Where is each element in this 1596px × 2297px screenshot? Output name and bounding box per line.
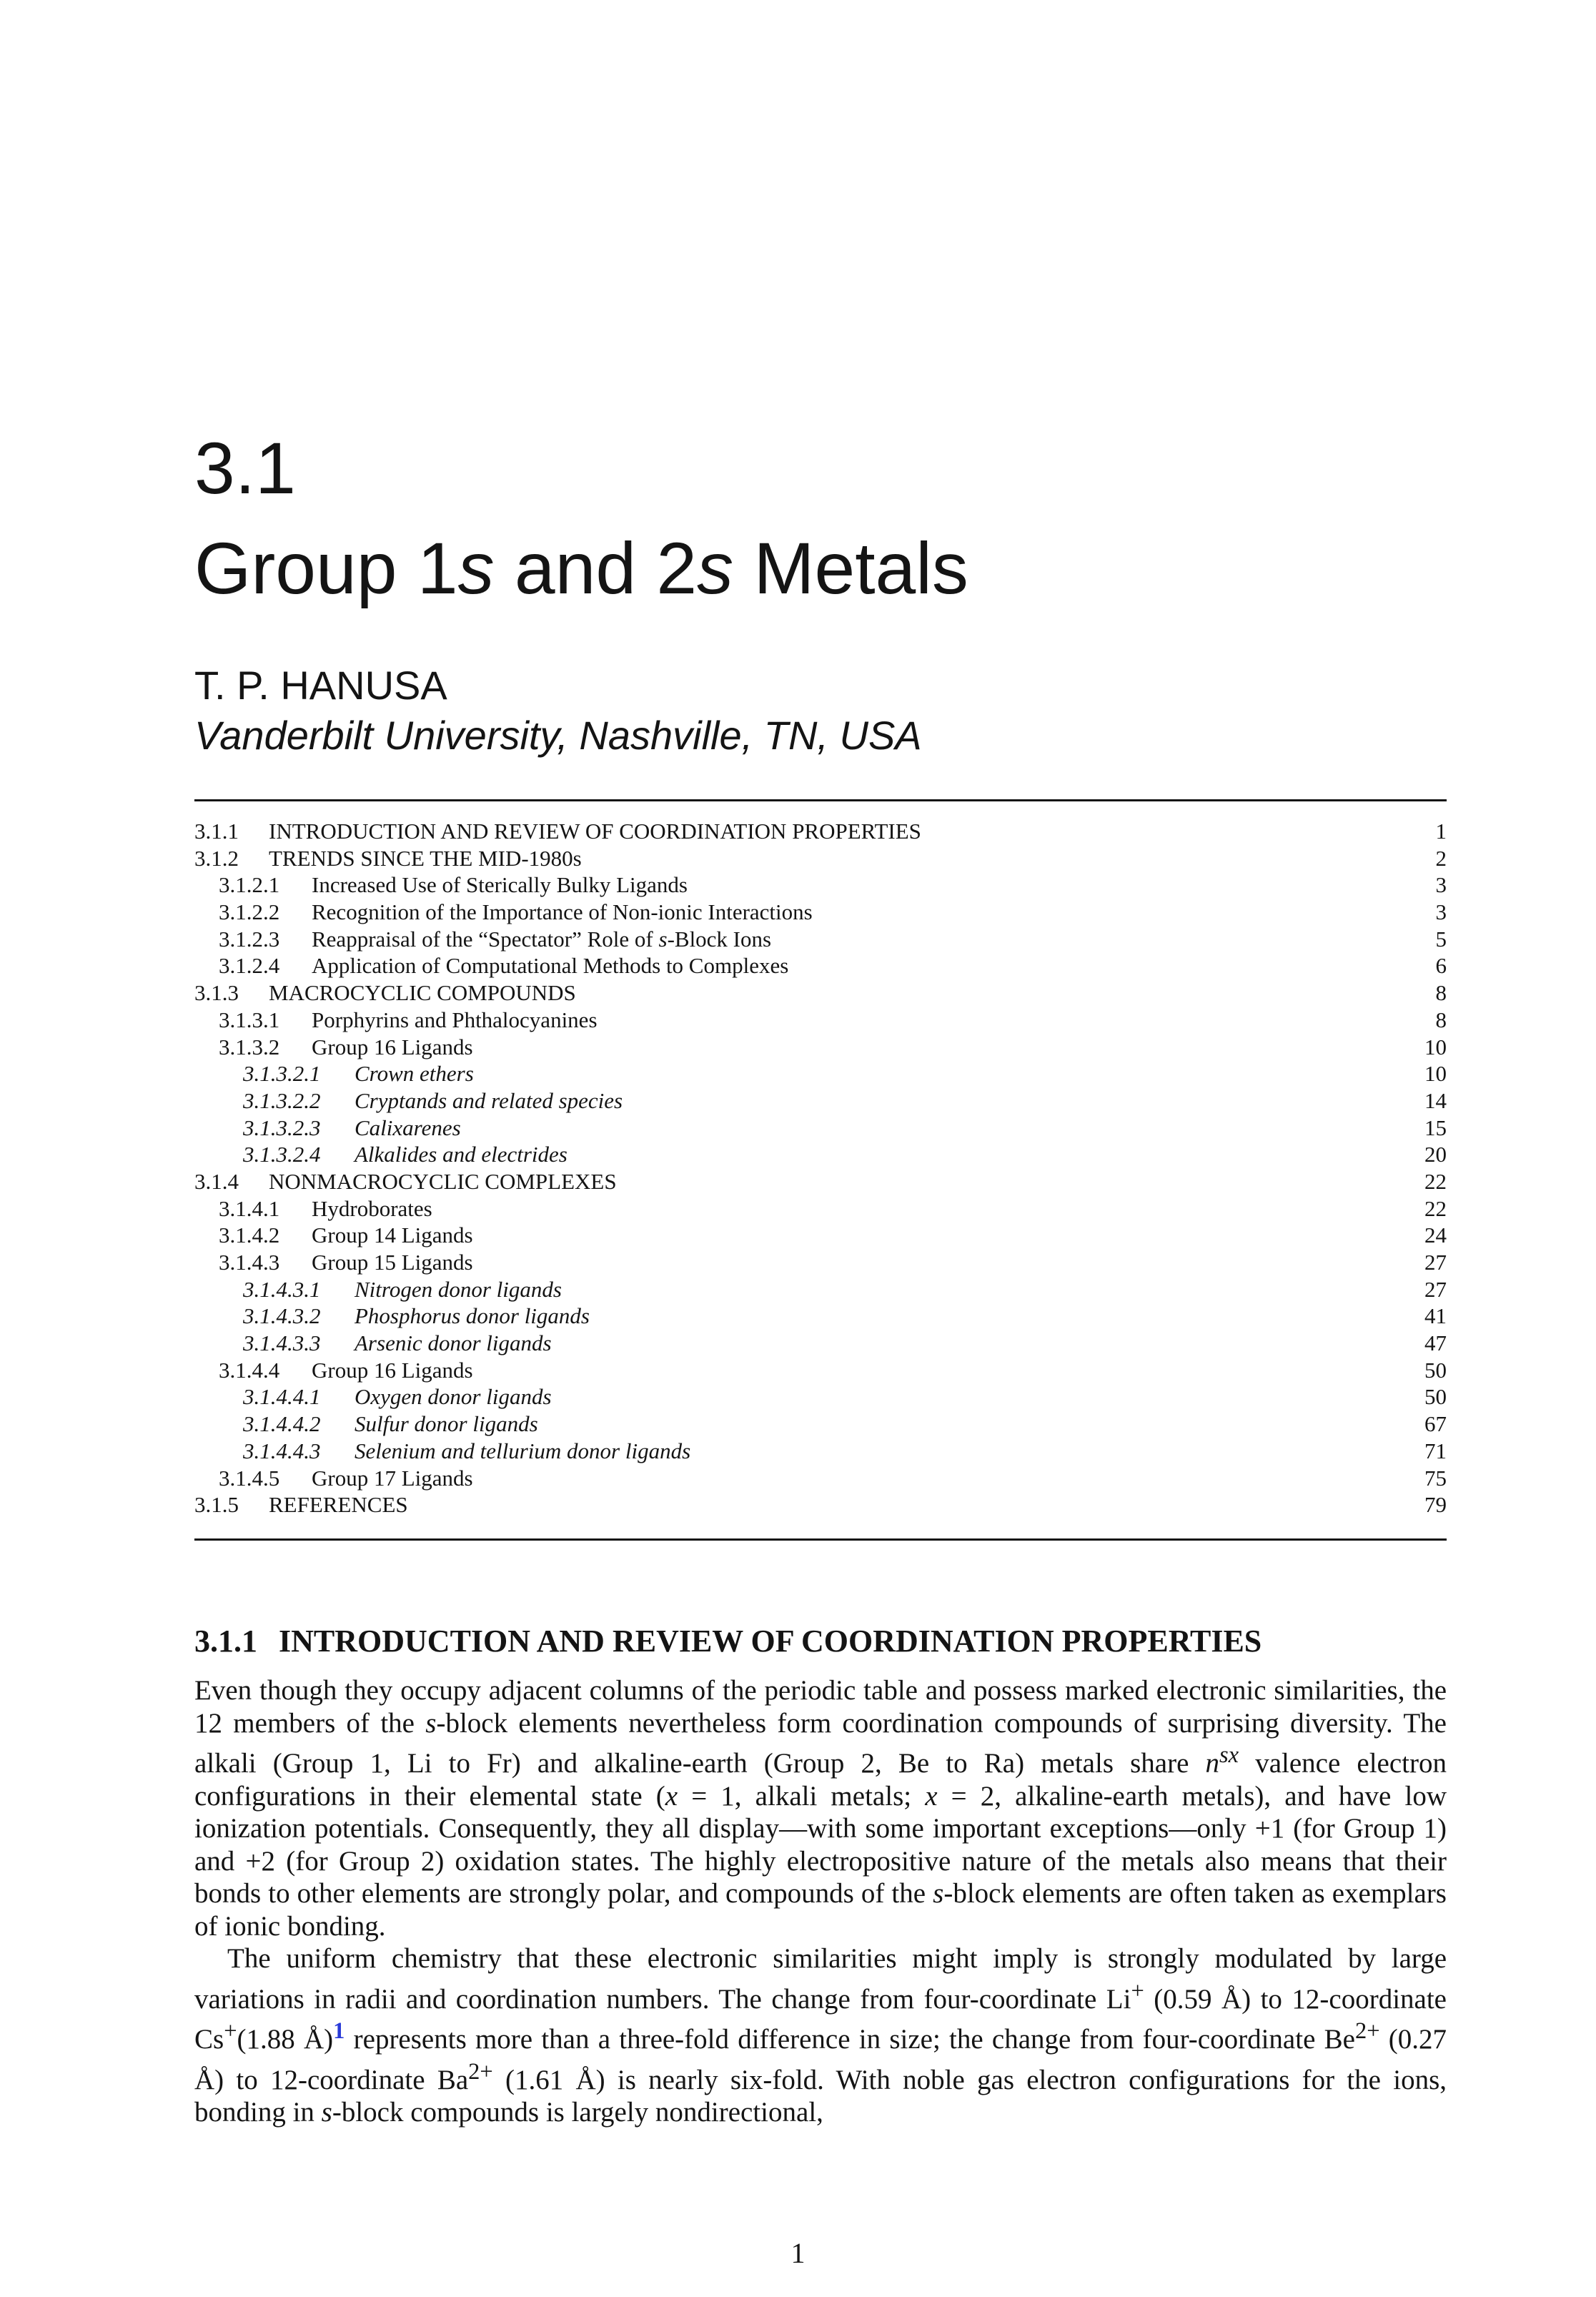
toc-entry-title [312, 926, 1389, 953]
toc-entry-number: 3.1.4.4.1 [243, 1384, 321, 1410]
italic-s: s [321, 2097, 332, 2128]
toc-entry-page: 3 [1435, 899, 1447, 925]
toc-entry-title: Crown ethers [355, 1061, 474, 1087]
toc-entry-title: REFERENCES [269, 1492, 408, 1518]
toc-entry-page: 75 [1424, 1465, 1447, 1491]
toc-entry-title: Oxygen donor ligands [355, 1384, 552, 1410]
toc-entry-page: 71 [1424, 1438, 1447, 1463]
section-title: INTRODUCTION AND REVIEW OF COORDINATION PROPERTIES [279, 1624, 1262, 1659]
chapter-title-part: and 2 [494, 528, 698, 609]
toc-entry-number: 3.1.3 [194, 980, 239, 1006]
toc-entry-title: Group 14 Ligands [312, 1222, 473, 1248]
toc-entry[interactable] [194, 1465, 1447, 1492]
table-of-contents [194, 818, 1447, 1518]
toc-entry[interactable] [194, 1276, 1447, 1303]
toc-entry-title: Application of Computational Methods to Complexes [312, 953, 789, 979]
toc-entry-title: Group 17 Ligands [312, 1465, 473, 1491]
section-heading [194, 1621, 1262, 1661]
text-run: (1.61 Å) is nearly six-fold. With noble gas electron configurations for the ions, bonding in [194, 2064, 1447, 2128]
toc-entry-number: 3.1.2.3 [219, 926, 280, 952]
toc-entry[interactable] [194, 1034, 1447, 1061]
toc-entry-page: 3 [1435, 872, 1447, 898]
superscript-charge: + [1131, 1977, 1144, 2004]
toc-entry-title: Group 15 Ligands [312, 1250, 473, 1275]
text-run: = 1, alkali metals; [678, 1780, 926, 1812]
toc-entry-title: Alkalides and electrides [355, 1142, 567, 1167]
toc-entry-page: 22 [1424, 1168, 1447, 1194]
toc-entry-number: 3.1.3.2 [219, 1034, 280, 1059]
chapter-number: 3.1 [194, 428, 296, 509]
toc-entry-title: Calixarenes [355, 1115, 461, 1140]
toc-entry-title: Selenium and tellurium donor ligands [355, 1438, 691, 1463]
toc-entry-title: Nitrogen donor ligands [355, 1276, 562, 1302]
toc-entry-page: 2 [1435, 845, 1447, 871]
toc-entry-number: 3.1.4.4.3 [243, 1438, 321, 1463]
toc-entry-number: 3.1.4.1 [219, 1195, 280, 1221]
reference-link[interactable]: 1 [333, 2018, 345, 2044]
toc-entry-title: Sulfur donor ligands [355, 1411, 538, 1437]
italic-s: s [425, 1707, 437, 1739]
toc-entry[interactable] [194, 1115, 1447, 1142]
text-run: -block elements are often taken as exemplars of ionic bonding. [194, 1878, 1447, 1942]
toc-entry-title: Hydroborates [312, 1195, 432, 1221]
toc-entry[interactable] [194, 871, 1447, 899]
toc-entry-title: Group 16 Ligands [312, 1034, 473, 1059]
toc-entry-page: 8 [1435, 1007, 1447, 1032]
toc-entry[interactable] [194, 1357, 1447, 1384]
toc-entry-title: Recognition of the Importance of Non-ionic Interactions [312, 899, 813, 925]
toc-entry[interactable] [194, 952, 1447, 979]
toc-entry[interactable] [194, 1195, 1447, 1222]
text-run: represents more than a three-fold difference in size; the change from four-coordinate Be [345, 2024, 1355, 2055]
toc-top-rule [194, 799, 1447, 801]
toc-entry-number: 3.1.4.4.2 [243, 1411, 321, 1437]
toc-entry-number: 3.1.2.2 [219, 899, 280, 925]
toc-entry[interactable] [194, 1168, 1447, 1195]
toc-entry-number: 3.1.3.2.1 [243, 1061, 321, 1087]
toc-entry-title: Arsenic donor ligands [355, 1330, 552, 1356]
toc-bottom-rule [194, 1538, 1447, 1541]
toc-entry-page: 10 [1424, 1034, 1447, 1059]
text-run: (0.27 Å) to 12-coordinate Ba [194, 2024, 1447, 2095]
toc-entry-number: 3.1.4.3.3 [243, 1330, 321, 1356]
toc-entry[interactable] [194, 1060, 1447, 1087]
text-run: valence electron configurations in their elemental state ( [194, 1748, 1447, 1812]
toc-entry[interactable] [194, 1087, 1447, 1115]
toc-entry[interactable] [194, 1411, 1447, 1438]
toc-entry[interactable] [194, 818, 1447, 845]
toc-entry-number: 3.1.1 [194, 819, 239, 844]
author-name: T. P. HANUSA [194, 663, 447, 708]
toc-entry[interactable] [194, 1438, 1447, 1465]
toc-entry-title: NONMACROCYCLIC COMPLEXES [269, 1168, 617, 1194]
toc-entry-page: 67 [1424, 1411, 1447, 1437]
toc-entry-title: Phosphorus donor ligands [355, 1303, 590, 1329]
chapter-title [194, 529, 968, 608]
toc-entry-page: 14 [1424, 1087, 1447, 1113]
toc-entry[interactable] [194, 845, 1447, 872]
text-run: -block compounds is largely nondirectional, [332, 2097, 823, 2128]
chapter-title-s: s [697, 528, 734, 609]
toc-entry-number: 3.1.5 [194, 1492, 239, 1518]
toc-entry-title: Group 16 Ligands [312, 1357, 473, 1383]
body-text [194, 1674, 1447, 2129]
toc-entry-page: 27 [1424, 1250, 1447, 1275]
toc-entry[interactable] [194, 979, 1447, 1007]
toc-entry-number: 3.1.4.3.1 [243, 1276, 321, 1302]
chapter-title-s: s [457, 528, 495, 609]
toc-entry-number: 3.1.3.1 [219, 1007, 280, 1032]
chapter-title-part: Group 1 [194, 528, 458, 609]
toc-entry-page: 50 [1424, 1357, 1447, 1383]
italic-s: s [933, 1878, 944, 1909]
toc-title-part: Reappraisal of the “Spectator” Role of [312, 926, 659, 952]
toc-entry-number: 3.1.4.3.2 [243, 1303, 321, 1329]
text-run: Even though they occupy adjacent columns of the periodic table and possess marked electronic similarities, the 12 members of the [194, 1675, 1447, 1739]
toc-entry-title: Increased Use of Sterically Bulky Ligands [312, 872, 688, 898]
toc-entry-page: 47 [1424, 1330, 1447, 1356]
toc-entry[interactable] [194, 899, 1447, 926]
toc-entry-page: 15 [1424, 1115, 1447, 1140]
toc-entry-page: 20 [1424, 1142, 1447, 1167]
toc-entry[interactable] [194, 1303, 1447, 1330]
toc-title-s: s [658, 926, 668, 952]
paragraph [194, 1674, 1447, 1942]
italic-x: x [925, 1780, 938, 1812]
page-number: 1 [790, 2237, 806, 2269]
toc-entry[interactable] [194, 926, 1447, 953]
paragraph [194, 1942, 1447, 2129]
italic-n: n [1205, 1748, 1220, 1779]
toc-entry-number: 3.1.3.2.3 [243, 1115, 321, 1140]
toc-entry-number: 3.1.4.4 [219, 1357, 280, 1383]
toc-entry[interactable] [194, 1007, 1447, 1034]
toc-entry[interactable] [194, 1141, 1447, 1168]
toc-title-part: -Block Ions [667, 926, 772, 952]
toc-entry-page: 8 [1435, 980, 1447, 1006]
toc-entry-page: 41 [1424, 1303, 1447, 1329]
superscript-charge: 2+ [1354, 2018, 1380, 2044]
text-run: The uniform chemistry that these electronic similarities might imply is strongly modulated by large variations in radii and coordination numbers. The change from four-coordinate Li [194, 1943, 1447, 2015]
superscript-charge: + [224, 2018, 237, 2044]
toc-entry-number: 3.1.4.2 [219, 1222, 280, 1248]
italic-x: x [665, 1780, 678, 1812]
toc-entry-page: 27 [1424, 1276, 1447, 1302]
toc-entry-number: 3.1.2.1 [219, 872, 280, 898]
toc-entry-number: 3.1.2 [194, 845, 239, 871]
toc-entry-page: 1 [1435, 819, 1447, 844]
toc-entry-title: MACROCYCLIC COMPOUNDS [269, 980, 576, 1006]
toc-entry-page: 5 [1435, 926, 1447, 952]
toc-entry[interactable] [194, 1383, 1447, 1411]
toc-entry-number: 3.1.4 [194, 1168, 239, 1194]
toc-entry-title: INTRODUCTION AND REVIEW OF COORDINATION PROPERTIES [269, 819, 921, 844]
toc-entry-page: 24 [1424, 1222, 1447, 1248]
text-run: (1.88 Å) [237, 2024, 334, 2055]
toc-entry-number: 3.1.4.3 [219, 1250, 280, 1275]
text-run: -block elements nevertheless form coordination compounds of surprising diversity. The alkali (Group 1, Li to Fr) and alkaline-earth (Group 2, Be to Ra) metals share [194, 1707, 1447, 1779]
superscript-sx: sx [1219, 1742, 1239, 1768]
toc-entry-title: Cryptands and related species [355, 1087, 623, 1113]
toc-entry-title: TRENDS SINCE THE MID-1980s [269, 845, 582, 871]
toc-entry-page: 10 [1424, 1061, 1447, 1087]
toc-entry-title: Porphyrins and Phthalocyanines [312, 1007, 598, 1032]
author-affiliation: Vanderbilt University, Nashville, TN, USA [194, 713, 922, 758]
chapter-title-part: Metals [733, 528, 968, 609]
toc-entry-number: 3.1.2.4 [219, 953, 280, 979]
toc-entry-number: 3.1.4.5 [219, 1465, 280, 1491]
toc-entry-page: 22 [1424, 1195, 1447, 1221]
toc-entry-page: 79 [1424, 1492, 1447, 1518]
toc-entry[interactable] [194, 1222, 1447, 1249]
toc-entry[interactable] [194, 1249, 1447, 1276]
toc-entry-page: 50 [1424, 1384, 1447, 1410]
section-number: 3.1.1 [194, 1624, 257, 1659]
toc-entry[interactable] [194, 1491, 1447, 1518]
toc-entry-page: 6 [1435, 953, 1447, 979]
text-run: = 2, alkaline-earth metals), and have low ionization potentials. Consequently, they all display—with some important exceptions—only +1 (for Group 1) and +2 (for Group 2) oxidation states. The highly electropositive nature of the metals also means that their bonds to other elements are strongly polar, and compounds of the [194, 1780, 1447, 1909]
superscript-charge: 2+ [468, 2058, 493, 2085]
toc-entry-number: 3.1.3.2.2 [243, 1087, 321, 1113]
toc-entry-number: 3.1.3.2.4 [243, 1142, 321, 1167]
toc-entry[interactable] [194, 1330, 1447, 1357]
text-run: (0.59 Å) to 12-coordinate Cs [194, 1983, 1447, 2055]
